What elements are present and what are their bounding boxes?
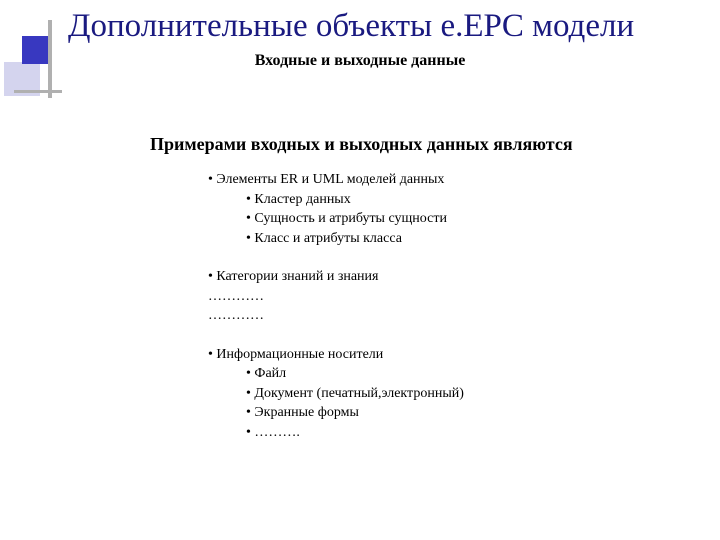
sub-bullet-entity: • Сущность и атрибуты сущности (246, 211, 447, 226)
bullet-list (208, 170, 464, 442)
sub-bullet-cluster: • Кластер данных (246, 191, 351, 207)
bullet-media: • Информационные носители (208, 346, 384, 362)
bullet-er-uml: • Элементы ER и UML моделей данных (208, 172, 445, 187)
decorative-horizontal-rule (14, 90, 62, 93)
sub-bullet-document: • Документ (печатный,электронный) (246, 385, 464, 401)
ellipsis-line: ………… (208, 308, 264, 323)
section-heading: Примерами входных и выходных данных являются (150, 134, 573, 154)
sub-bullet-more: • ………. (246, 424, 300, 440)
bullet-knowledge: • Категории знаний и знания (208, 269, 379, 284)
ellipsis-line: ………… (208, 288, 264, 304)
sub-bullet-screen-forms: • Экранные формы (246, 405, 359, 420)
spacer (208, 248, 464, 267)
slide-title: Дополнительные объекты е.EPC модели (68, 8, 635, 44)
slide-subtitle: Входные и выходные данные (254, 52, 466, 69)
sub-bullet-file: • Файл (246, 366, 287, 381)
sub-bullet-class: • Класс и атрибуты класса (246, 230, 402, 246)
spacer (208, 326, 464, 345)
